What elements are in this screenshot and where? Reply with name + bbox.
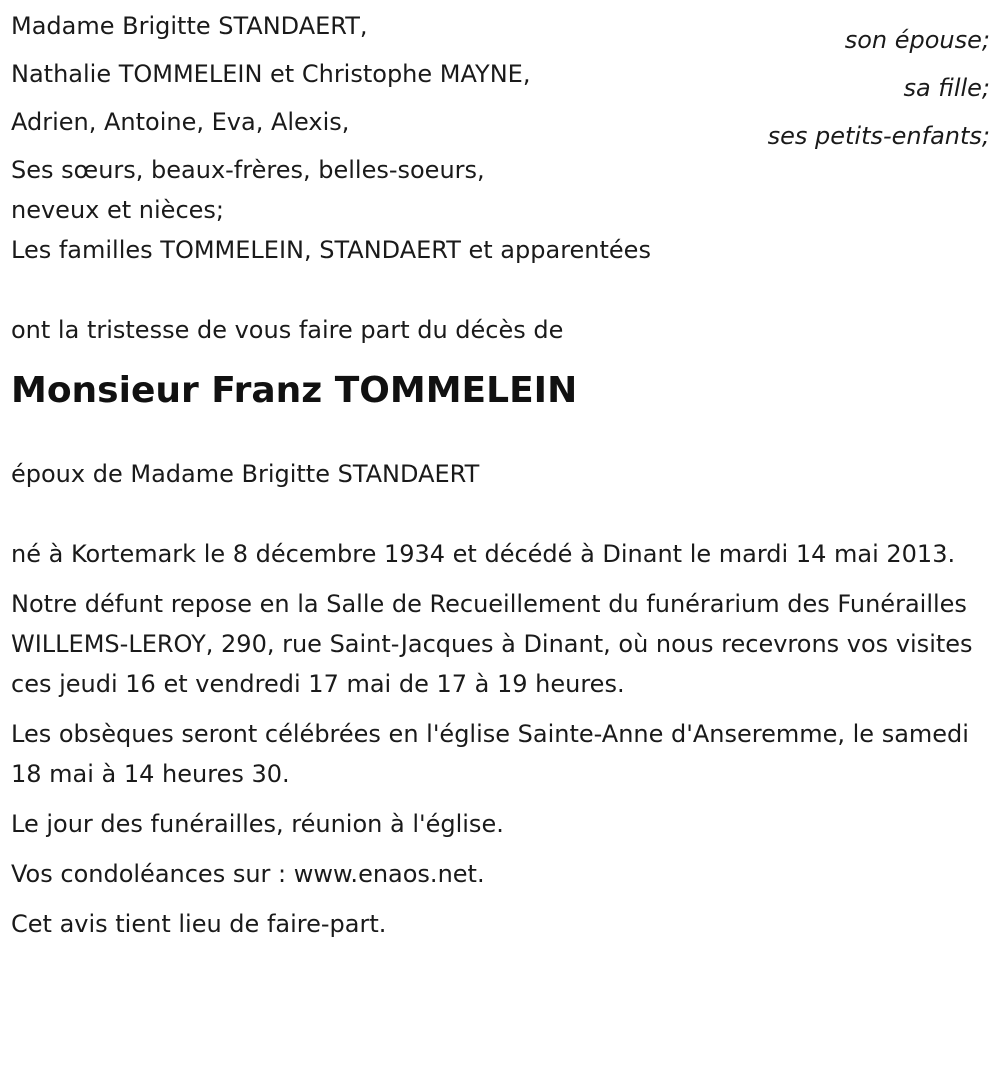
death-notice (11, 0, 991, 944)
relation-grandchildren: ses petits-enfants; (767, 122, 990, 150)
funeral-paragraph: Les obsèques seront célébrées en l'église Sainte-Anne d'Anseremme, le samedi 18 mai à 14 heures 30. (11, 720, 969, 788)
deceased-name: Monsieur Franz TOMMELEIN (11, 370, 578, 411)
family-member-spouse: Madame Brigitte STANDAERT, (11, 12, 368, 40)
condolences-paragraph: Vos condoléances sur : www.enaos.net. (11, 860, 485, 888)
relation-daughter: sa fille; (903, 74, 990, 102)
family-member-grandchildren: Adrien, Antoine, Eva, Alexis, (11, 108, 350, 136)
spouse-line: époux de Madame Brigitte STANDAERT (11, 460, 480, 488)
birth-death-paragraph: né à Kortemark le 8 décembre 1934 et décédé à Dinant le mardi 14 mai 2013. (11, 540, 956, 568)
notice-body (11, 534, 991, 944)
other-relatives-line-2: neveux et nièces; (11, 196, 224, 224)
meeting-paragraph: Le jour des funérailles, réunion à l'église. (11, 810, 504, 838)
closing-paragraph: Cet avis tient lieu de faire-part. (11, 910, 387, 938)
other-relatives (11, 150, 991, 270)
family-list (11, 6, 991, 148)
other-relatives-line-3: Les familles TOMMELEIN, STANDAERT et apparentées (11, 236, 651, 264)
relation-spouse: son épouse; (844, 26, 990, 54)
announcement-text: ont la tristesse de vous faire part du décès de (11, 316, 564, 344)
family-member-daughter: Nathalie TOMMELEIN et Christophe MAYNE, (11, 60, 531, 88)
other-relatives-line-1: Ses sœurs, beaux-frères, belles-soeurs, (11, 156, 485, 184)
viewing-paragraph: Notre défunt repose en la Salle de Recueillement du funérarium des Funérailles WILLEMS-LEROY, 290, rue Saint-Jacques à Dinant, où nous recevrons vos visites ces jeudi 16 et vendredi 17 mai de 17 à 19 heures. (11, 590, 973, 698)
